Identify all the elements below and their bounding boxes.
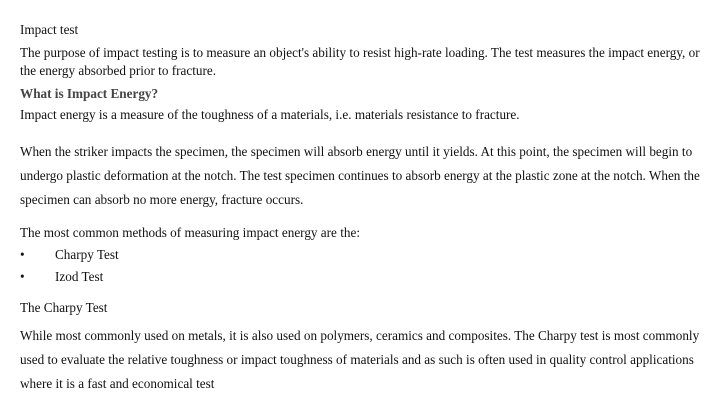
list-item-label: Charpy Test bbox=[55, 247, 119, 262]
list-item bbox=[20, 268, 700, 290]
document-title: Impact test bbox=[20, 22, 79, 37]
section-heading-impact-energy: What is Impact Energy? bbox=[20, 86, 159, 101]
charpy-test-paragraph: While most commonly used on metals, it is also used on polymers, ceramics and composites. The Charpy test is most commonly used to evaluate the relative toughness or impact toughness of materials and as such is often used in quality control applications where it is a fast and economical test bbox=[20, 328, 700, 391]
charpy-test-title: The Charpy Test bbox=[20, 300, 108, 315]
list-item bbox=[20, 246, 700, 268]
intro-paragraph: The purpose of impact testing is to measure an object's ability to resist high-rate loading. The test measures the impact energy, or the energy absorbed prior to fracture. bbox=[20, 45, 700, 78]
bullet: • bbox=[20, 247, 25, 262]
list-item-label: Izod Test bbox=[55, 269, 104, 284]
methods-intro: The most common methods of measuring impact energy are the: bbox=[20, 225, 360, 240]
bullet: • bbox=[20, 269, 25, 284]
methods-list bbox=[20, 246, 700, 290]
striker-paragraph: When the striker impacts the specimen, the specimen will absorb energy until it yields. At this point, the specimen will begin to undergo plastic deformation at the notch. The test specimen continues to absorb energy at the plastic zone at the notch. When the specimen can absorb no more energy, fracture occurs. bbox=[20, 144, 700, 207]
impact-energy-definition: Impact energy is a measure of the toughness of a materials, i.e. materials resistance to fracture. bbox=[20, 107, 520, 122]
